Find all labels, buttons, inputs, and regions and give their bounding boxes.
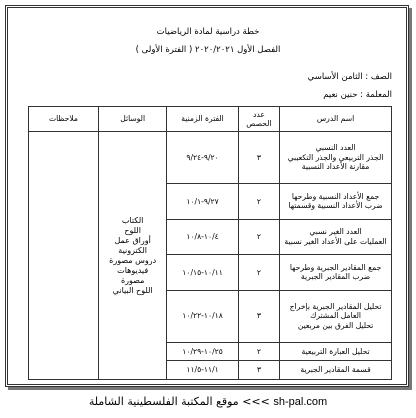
lesson-cell: جمع المقادير الجبرية وطرحها ضرب المقادير الجبرية	[280, 255, 392, 290]
lesson-cell: العدد الغير نسبي العمليات على الأعداد الغير نسبية	[280, 219, 392, 254]
means-cell: الكتاب اللوح أوراق عمل الكترونية دروس مصورة فيديوهات مصورة اللوح البياني	[98, 132, 166, 380]
table-row	[29, 132, 392, 184]
footer-library-name[interactable]: موقع المكتبة الفلسطينية الشاملة	[88, 395, 239, 408]
lesson-cell: تحليل العبارة التربيعية	[280, 342, 392, 361]
count-cell: ٢	[238, 342, 279, 361]
plan-title: خطة دراسية لمادة الرياضيات	[156, 27, 260, 37]
lesson-cell: جمع الأعداد النسبية وطرحها ضرب الأعداد النسبية وقسمتها	[280, 184, 392, 219]
header-means: الوسائل	[98, 107, 166, 132]
header-period: الفترة الزمنية	[167, 107, 238, 132]
count-cell: ٢	[238, 219, 279, 254]
count-cell: ٢	[238, 184, 279, 219]
header-lesson: اسم الدرس	[280, 107, 392, 132]
period-cell: ٩/٢٧-١٠/١	[167, 184, 238, 219]
period-cell: ١٠/١١-١٠/١٥	[167, 255, 238, 290]
notes-cell	[29, 132, 99, 380]
footer-arrows: <<<	[242, 395, 270, 408]
count-cell: ٣	[238, 132, 279, 184]
lesson-cell: العدد النسبي الجذر التربيعي والجذر التكعيبي مقارنة الأعداد النسبية	[280, 132, 392, 184]
footer	[0, 395, 416, 408]
count-cell: ٣	[238, 290, 279, 342]
footer-site-link[interactable]: sh-pal.com	[273, 396, 328, 408]
period-cell: ١١/١-١١/٥	[167, 361, 238, 380]
semester-line: الفصل الأول ٢٠٢٠/٢٠٢١ ( الفترة الأولى )	[135, 45, 281, 55]
period-cell: ١٠/١٨-١٠/٢٢	[167, 290, 238, 342]
header-count: عدد الحصص	[238, 107, 279, 132]
study-plan-table	[28, 106, 392, 380]
header-notes: ملاحظات	[29, 107, 99, 132]
lesson-cell: تحليل المقادير الجبرية بإخراج العامل المشترك تحليل الفرق بين مربعين	[280, 290, 392, 342]
grade-line: الصف : الثامن الأساسي	[307, 72, 392, 82]
period-cell: ١٠/٢٥-١٠/٢٩	[167, 342, 238, 361]
count-cell: ٣	[238, 361, 279, 380]
period-cell: ١٠/٤-١٠/٨	[167, 219, 238, 254]
count-cell: ٢	[238, 255, 279, 290]
teacher-line: المعلمة : حنين نعيم	[323, 90, 392, 100]
period-cell: ٩/٢٠-٩/٢٤	[167, 132, 238, 184]
table-header-row	[29, 107, 392, 132]
lesson-cell: قسمة المقادير الجبرية	[280, 361, 392, 380]
